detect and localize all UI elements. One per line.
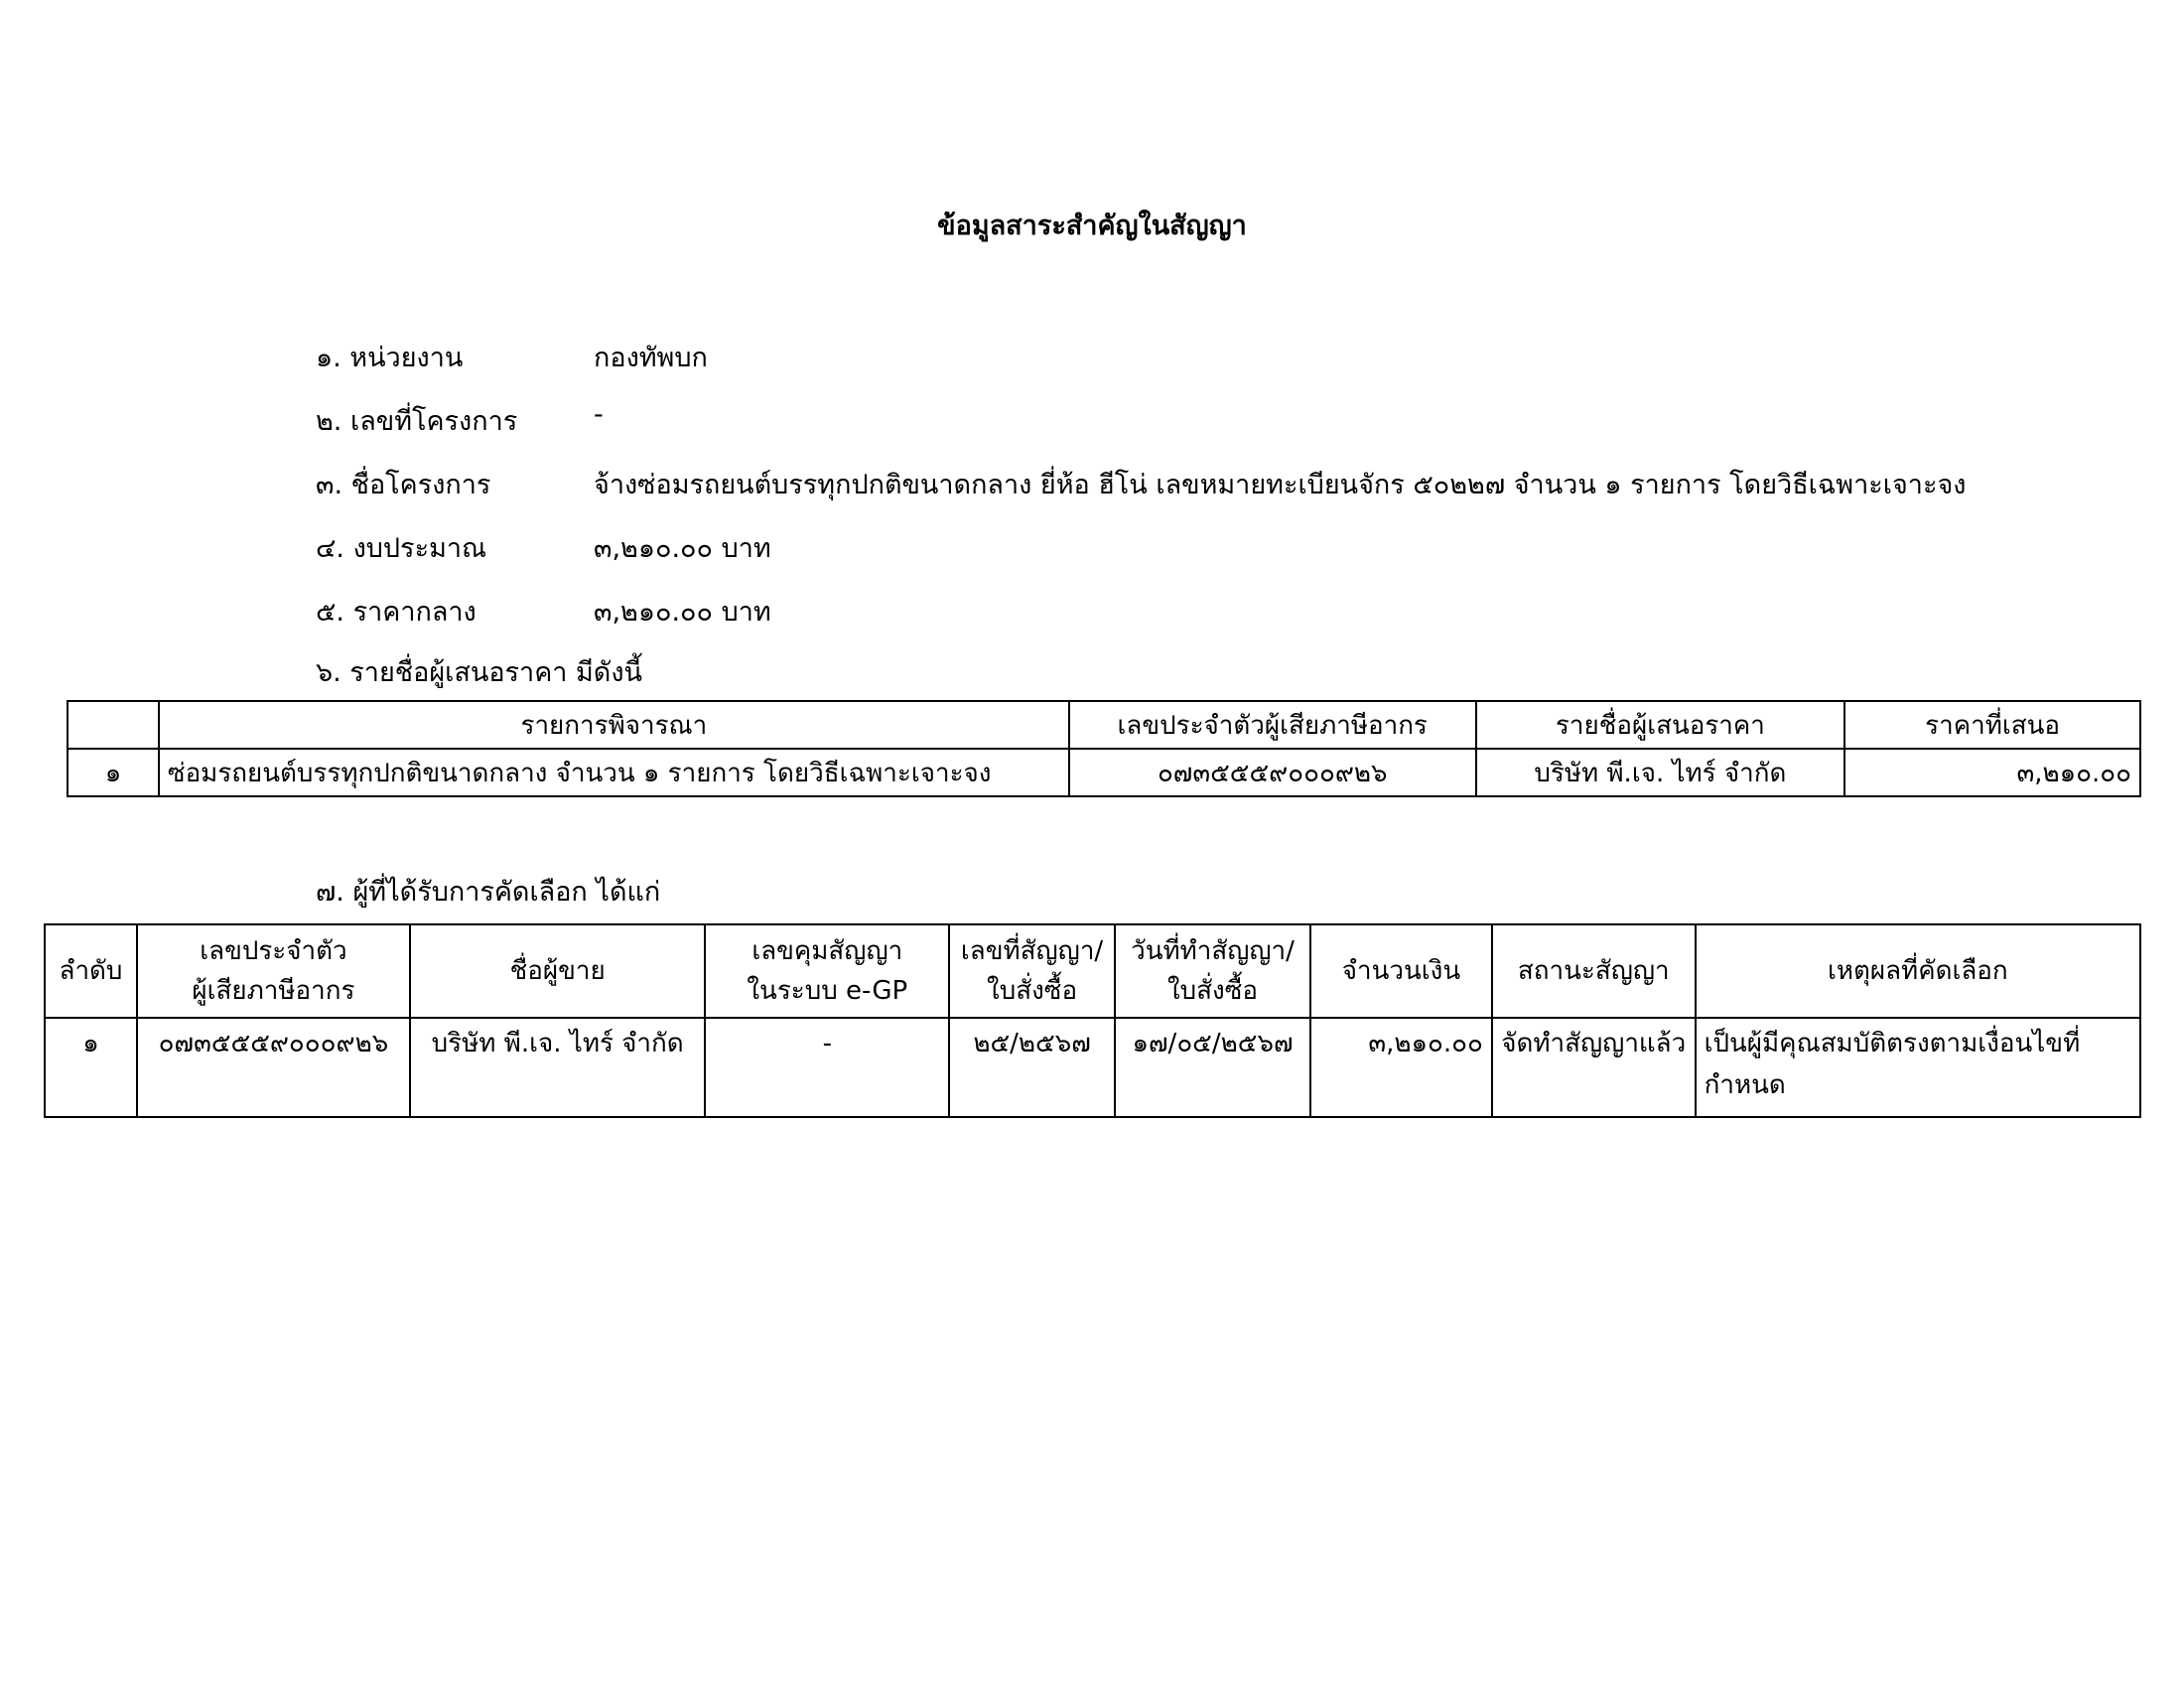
cell-bidder: บริษัท พี.เจ. ไทร์ จำกัด	[1476, 749, 1845, 796]
cell-contract-no: ๒๕/๒๕๖๗	[949, 1018, 1115, 1117]
table-row	[45, 1018, 2140, 1117]
info-value: ๓,๒๑๐.๐๐ บาท	[594, 597, 771, 628]
header-tax-id	[137, 924, 410, 1018]
cell-reason: เป็นผู้มีคุณสมบัติตรงตามเงื่อนไขที่กำหนด	[1696, 1018, 2140, 1117]
header-line: ผู้เสียภาษีอากร	[192, 976, 355, 1006]
header-item: รายการพิจารณา	[159, 701, 1069, 749]
info-value: -	[594, 399, 604, 430]
cell-status: จัดทำสัญญาแล้ว	[1492, 1018, 1696, 1117]
info-value: ๓,๒๑๐.๐๐ บาท	[594, 533, 771, 564]
cell-seller: บริษัท พี.เจ. ไทร์ จำกัด	[410, 1018, 706, 1117]
cell-amount: ๓,๒๑๐.๐๐	[1310, 1018, 1492, 1117]
header-status: สถานะสัญญา	[1492, 924, 1696, 1018]
cell-item: ซ่อมรถยนต์บรรทุกปกติขนาดกลาง จำนวน ๑ รายการ โดยวิธีเฉพาะเจาะจง	[159, 749, 1069, 796]
header-contract-no	[949, 924, 1115, 1018]
cell-no: ๑	[45, 1018, 137, 1117]
header-price: ราคาที่เสนอ	[1844, 701, 2140, 749]
header-line: วันที่ทำสัญญา/	[1131, 936, 1295, 966]
cell-control: -	[705, 1018, 949, 1117]
selected-table	[44, 923, 2141, 1118]
info-label: ๑. หน่วยงาน	[316, 343, 464, 373]
header-bidder: รายชื่อผู้เสนอราคา	[1476, 701, 1845, 749]
header-no: ลำดับ	[45, 924, 137, 1018]
header-line: เลขประจำตัว	[200, 936, 347, 966]
cell-tax-id: ๐๗๓๕๕๕๙๐๐๐๙๒๖	[1069, 749, 1476, 796]
header-reason: เหตุผลที่คัดเลือก	[1696, 924, 2140, 1018]
bidders-table	[67, 700, 2141, 797]
document-title: ข้อมูลสาระสำคัญในสัญญา	[937, 211, 1247, 241]
header-date	[1115, 924, 1310, 1018]
header-line: ในระบบ e-GP	[747, 976, 908, 1006]
info-label: ๓. ชื่อโครงการ	[316, 470, 491, 500]
table-row	[68, 749, 2140, 796]
header-seller: ชื่อผู้ขาย	[410, 924, 706, 1018]
section-7-label: ๗. ผู้ที่ได้รับการคัดเลือก ได้แก่	[316, 877, 661, 908]
header-line: ใบสั่งซื้อ	[1166, 976, 1259, 1006]
info-label: ๔. งบประมาณ	[316, 533, 487, 564]
header-line: เลขที่สัญญา/	[960, 936, 1104, 966]
header-line: เลขคุมสัญญา	[751, 936, 903, 966]
header-amount: จำนวนเงิน	[1310, 924, 1492, 1018]
table-header-row	[68, 701, 2140, 749]
section-6-label: ๖. รายชื่อผู้เสนอราคา มีดังนี้	[316, 657, 642, 688]
header-no	[68, 701, 159, 749]
info-label: ๒. เลขที่โครงการ	[316, 406, 518, 437]
header-line: ใบสั่งซื้อ	[987, 976, 1078, 1006]
info-label: ๕. ราคากลาง	[316, 597, 477, 628]
cell-date: ๑๗/๐๕/๒๕๖๗	[1115, 1018, 1310, 1117]
cell-tax-id: ๐๗๓๕๕๕๙๐๐๐๙๒๖	[137, 1018, 410, 1117]
header-control	[705, 924, 949, 1018]
cell-no: ๑	[68, 749, 159, 796]
header-tax-id: เลขประจำตัวผู้เสียภาษีอากร	[1069, 701, 1476, 749]
info-value: จ้างซ่อมรถยนต์บรรทุกปกติขนาดกลาง ยี่ห้อ ฮีโน่ เลขหมายทะเบียนจักร ๕๐๒๒๗ จำนวน ๑ รายการ โดยวิธีเฉพาะเจาะจง	[594, 470, 1967, 500]
table-header-row	[45, 924, 2140, 1018]
info-value: กองทัพบก	[594, 343, 708, 373]
cell-price: ๓,๒๑๐.๐๐	[1844, 749, 2140, 796]
